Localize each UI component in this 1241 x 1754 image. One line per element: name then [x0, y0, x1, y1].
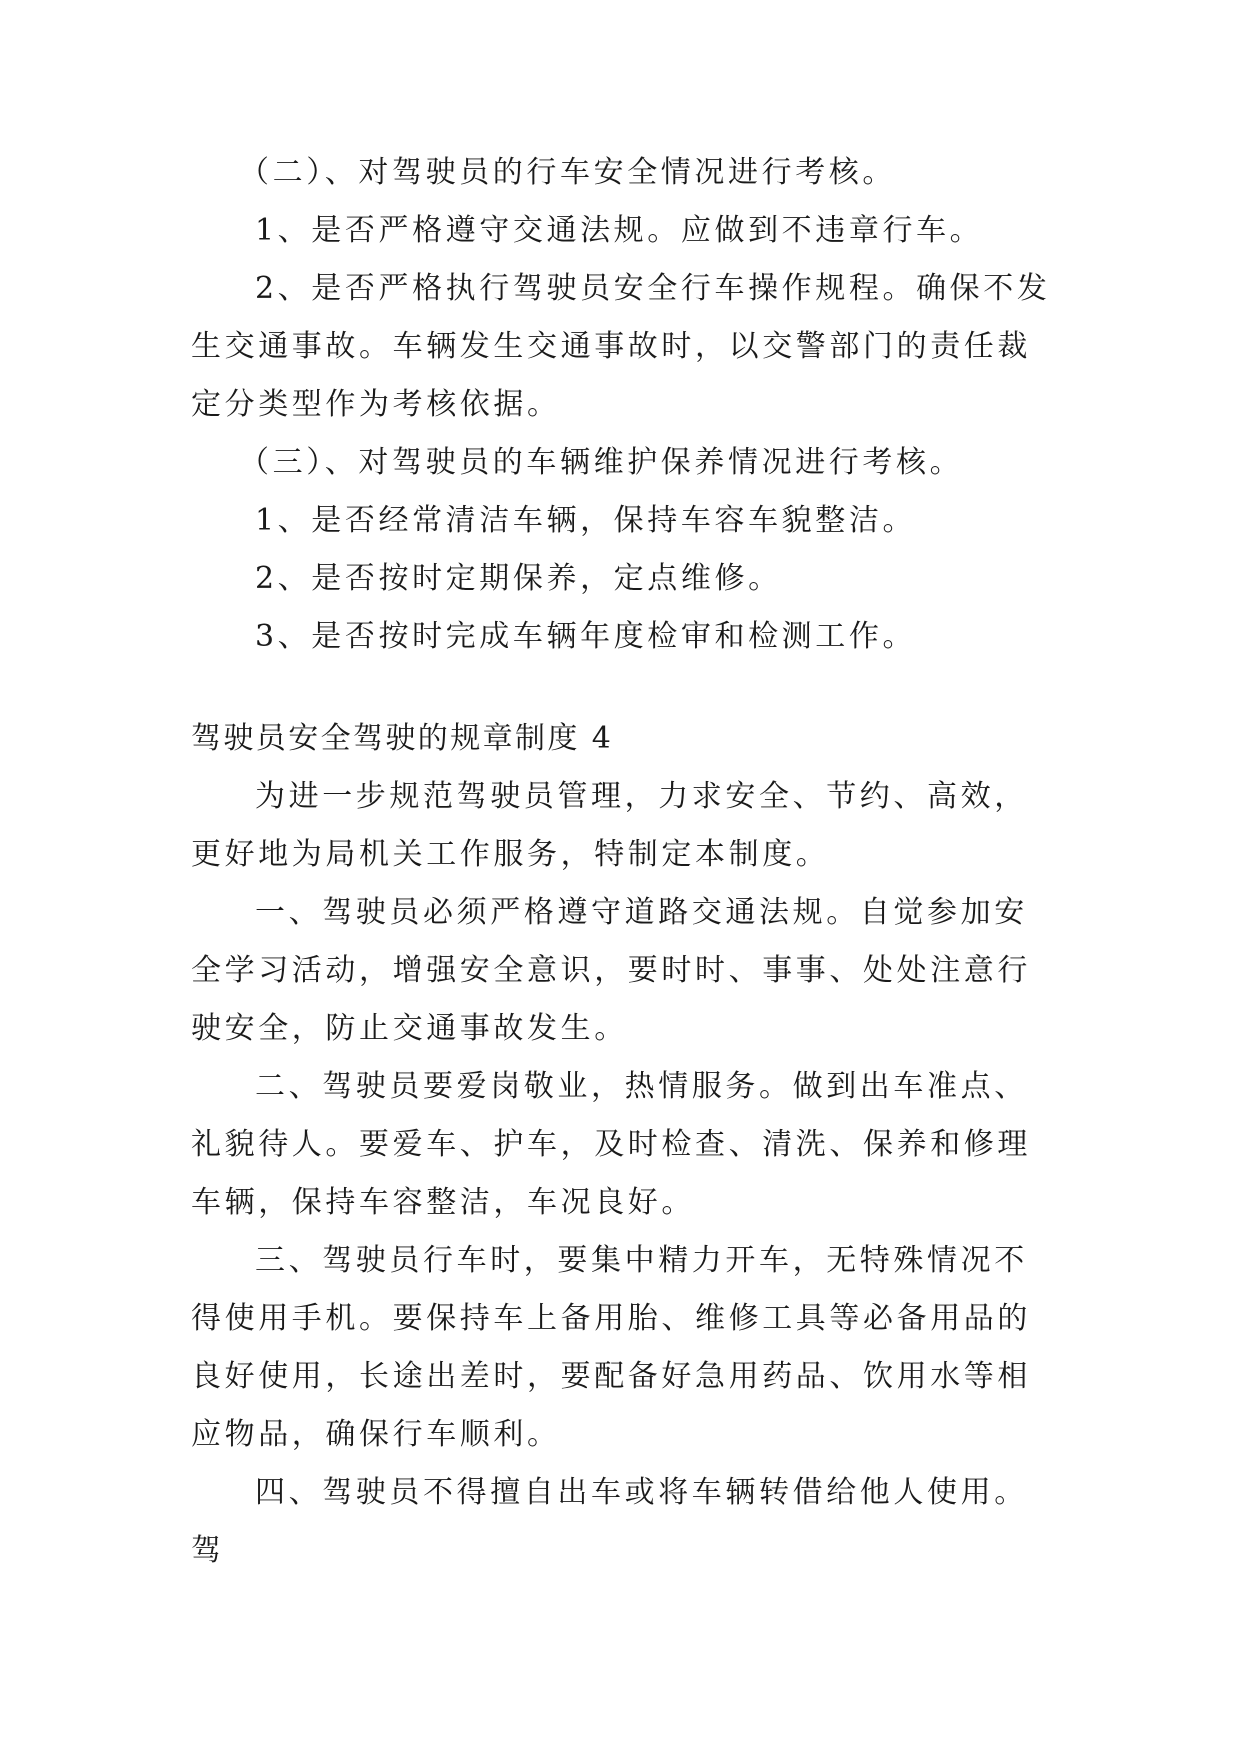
list-item: 1、是否严格遵守交通法规。应做到不违章行车。 — [255, 213, 984, 248]
list-item: 1、是否经常清洁车辆，保持车容车貌整洁。 — [255, 503, 917, 538]
paragraph: 二、驾驶员要爱岗敬业，热情服务。做到出车准点、礼貌待人。要爱车、护车，及时检查、清洗、保养和修理车辆，保持车容整洁，车况良好。 — [191, 1069, 1031, 1220]
section-heading-2: （二）、对驾驶员的行车安全情况进行考核。 — [239, 155, 896, 190]
list-item: 2、是否按时定期保养，定点维修。 — [255, 561, 782, 596]
paragraph: 三、驾驶员行车时，要集中精力开车，无特殊情况不得使用手机。要保持车上备用胎、维修工具等必备用品的良好使用，长途出差时，要配备好急用药品、饮用水等相应物品，确保行车顺利。 — [191, 1243, 1031, 1452]
paragraph: 四、驾驶员不得擅自出车或将车辆转借给他人使用。驾 — [191, 1475, 1028, 1568]
document-body — [191, 144, 1051, 1580]
document-title: 驾驶员安全驾驶的规章制度 4 — [191, 721, 614, 756]
paragraph: 一、驾驶员必须严格遵守道路交通法规。自觉参加安全学习活动，增强安全意识，要时时、事事、处处注意行驶安全，防止交通事故发生。 — [191, 895, 1031, 1046]
paragraph: 为进一步规范驾驶员管理，力求安全、节约、高效，更好地为局机关工作服务，特制定本制度。 — [191, 779, 1028, 872]
section-spacer — [191, 666, 1051, 710]
list-item: 2、是否严格执行驾驶员安全行车操作规程。确保不发生交通事故。车辆发生交通事故时，以交警部门的责任裁定分类型作为考核依据。 — [191, 271, 1051, 422]
list-item: 3、是否按时完成车辆年度检审和检测工作。 — [255, 619, 917, 654]
section-heading-3: （三）、对驾驶员的车辆维护保养情况进行考核。 — [239, 445, 964, 480]
